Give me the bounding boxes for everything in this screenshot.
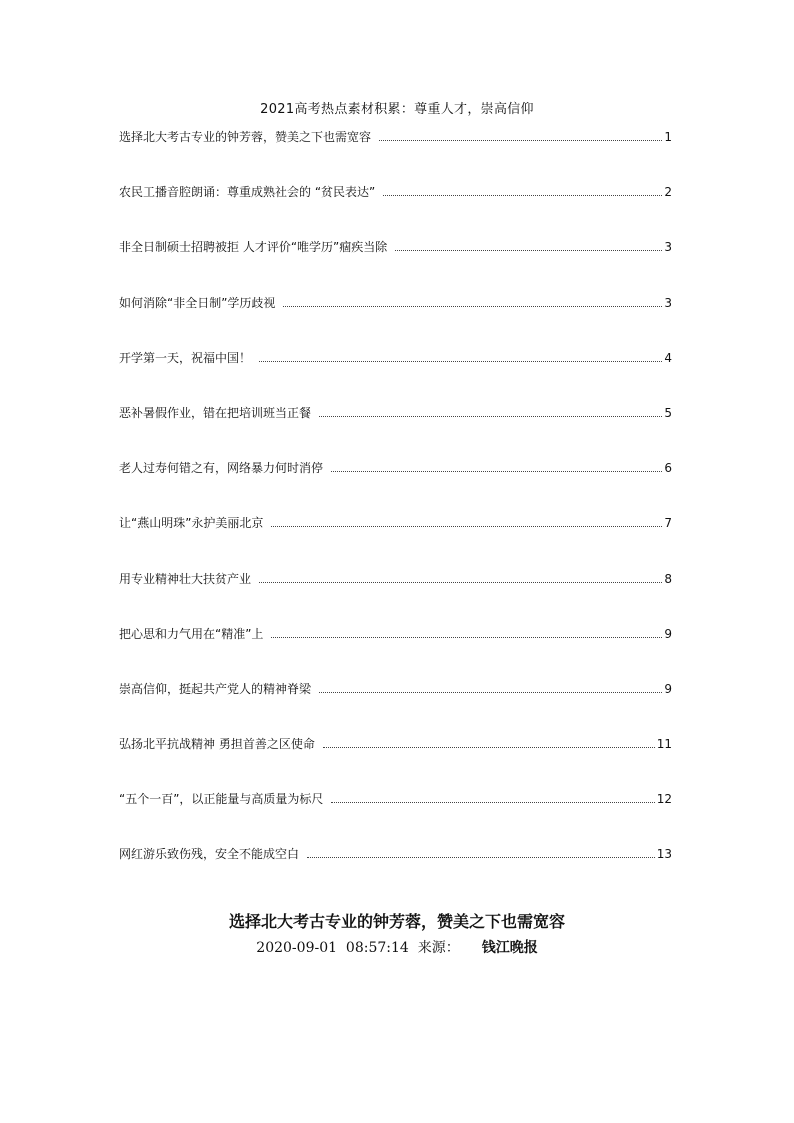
toc-entry[interactable] bbox=[119, 295, 672, 350]
toc-entry-text: 选择北大考古专业的钟芳蓉，赞美之下也需宽容 bbox=[119, 130, 372, 144]
article-source: 钱江晚报 bbox=[481, 940, 538, 956]
toc-title: 2021高考热点素材积累：尊重人才，崇高信仰 bbox=[260, 102, 534, 117]
toc-dot-leader bbox=[271, 526, 662, 527]
article-title: 选择北大考古专业的钟芳蓉，赞美之下也需宽容 bbox=[228, 912, 565, 931]
toc-dot-leader bbox=[319, 416, 662, 417]
toc-page-number: 13 bbox=[656, 847, 672, 862]
article-datetime: 2020-09-01 08:57:14 bbox=[256, 940, 409, 956]
toc-entry-text: 把心思和力气用在“精准”上 bbox=[119, 626, 264, 641]
toc-dot-leader bbox=[283, 306, 662, 307]
toc-page-number: 3 bbox=[664, 295, 672, 310]
toc-entry-text: 开学第一天，祝福中国！ bbox=[119, 350, 252, 365]
toc-entry-text: 恶补暑假作业，错在把培训班当正餐 bbox=[119, 405, 312, 420]
toc-dot-leader bbox=[379, 140, 662, 141]
source-label: 来源： bbox=[417, 940, 460, 956]
toc-entry[interactable] bbox=[119, 405, 672, 460]
toc-entry-text: 如何消除“非全日制”学历歧视 bbox=[119, 295, 276, 310]
toc-page-number: 2 bbox=[664, 185, 672, 200]
toc-entry[interactable] bbox=[119, 571, 672, 626]
toc-entry-text: 农民工播音腔朗诵：尊重成熟社会的 “贫民表达” bbox=[119, 185, 376, 200]
toc-dot-leader bbox=[323, 747, 655, 748]
toc-entry[interactable] bbox=[119, 846, 672, 901]
toc-dot-leader bbox=[331, 471, 662, 472]
toc-entry[interactable] bbox=[119, 129, 672, 184]
toc-dot-leader bbox=[331, 802, 654, 803]
toc-entry[interactable] bbox=[119, 515, 672, 570]
toc-dot-leader bbox=[395, 250, 662, 251]
toc-entry[interactable] bbox=[119, 460, 672, 515]
toc-dot-leader bbox=[319, 692, 662, 693]
toc-page-number: 5 bbox=[664, 405, 672, 420]
toc-entry-text: 让“燕山明珠”永护美丽北京 bbox=[119, 516, 264, 531]
toc-dot-leader bbox=[383, 195, 662, 196]
toc-entry-text: “五个一百”，以正能量与高质量为标尺 bbox=[119, 792, 324, 807]
toc-entry[interactable] bbox=[119, 184, 672, 239]
toc-page-number: 8 bbox=[664, 571, 672, 586]
toc-entry-text: 非全日制硕士招聘被拒 人才评价“唯学历”痼疾当除 bbox=[119, 240, 388, 255]
toc-page-number: 9 bbox=[664, 681, 672, 696]
toc-entry-text: 崇高信仰，挺起共产党人的精神脊梁 bbox=[119, 681, 312, 696]
toc-entry-text: 网红游乐致伤残，安全不能成空白 bbox=[119, 847, 300, 862]
toc-page-number: 3 bbox=[664, 240, 672, 255]
toc-entry[interactable] bbox=[119, 736, 672, 791]
table-of-contents bbox=[119, 129, 672, 902]
toc-dot-leader bbox=[271, 637, 662, 638]
toc-page-number: 12 bbox=[656, 792, 672, 807]
toc-entry[interactable] bbox=[119, 626, 672, 681]
toc-dot-leader bbox=[259, 361, 662, 362]
toc-dot-leader bbox=[259, 582, 662, 583]
toc-entry-text: 老人过寿何错之有，网络暴力何时消停 bbox=[119, 461, 324, 476]
toc-entry-text: 用专业精神壮大扶贫产业 bbox=[119, 571, 252, 586]
toc-entry-text: 弘扬北平抗战精神 勇担首善之区使命 bbox=[119, 737, 315, 752]
toc-entry[interactable] bbox=[119, 791, 672, 846]
toc-page-number: 9 bbox=[664, 626, 672, 641]
article-meta bbox=[0, 937, 794, 957]
toc-page-number: 7 bbox=[664, 516, 672, 531]
toc-page-number: 4 bbox=[664, 350, 672, 365]
toc-entry[interactable] bbox=[119, 681, 672, 736]
toc-entry[interactable] bbox=[119, 350, 672, 405]
toc-page-number: 11 bbox=[656, 737, 672, 752]
toc-page-number: 1 bbox=[664, 130, 672, 144]
toc-entry[interactable] bbox=[119, 239, 672, 294]
toc-page-number: 6 bbox=[664, 461, 672, 476]
toc-dot-leader bbox=[307, 857, 655, 858]
